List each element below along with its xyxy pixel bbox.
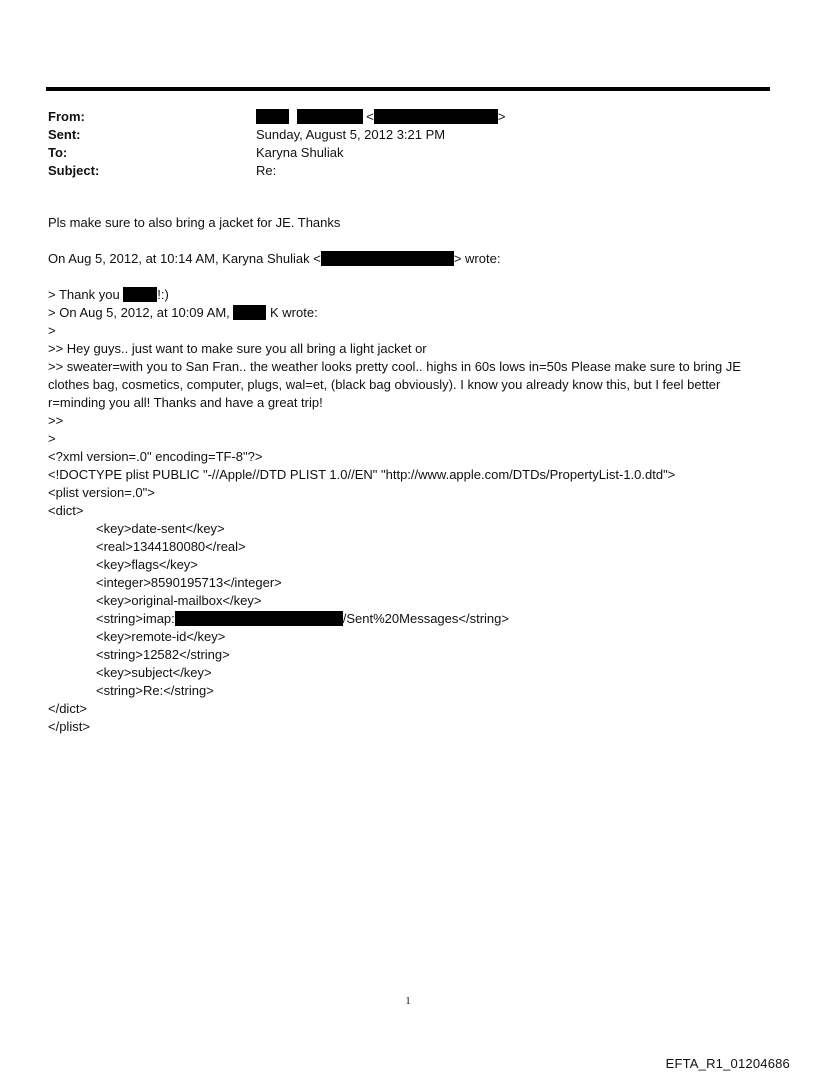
body-line: >> Hey guys.. just want to make sure you all bring a light jacket or (48, 341, 427, 356)
body-line-part: > On Aug 5, 2012, at 10:09 AM, (48, 305, 234, 320)
to-label: To: (48, 145, 68, 160)
body-line-part: K wrote: (266, 305, 318, 320)
redaction-block (321, 251, 454, 266)
body-line: Pls make sure to also bring a jacket for JE. Thanks (48, 215, 341, 230)
xml-line: <string>Re:</string> (96, 683, 214, 698)
sent-value: Sunday, August 5, 2012 3:21 PM (256, 127, 446, 142)
xml-line: <?xml version=.0" encoding=TF-8"?> (48, 449, 263, 464)
xml-line: <key>subject</key> (96, 665, 212, 680)
xml-line: <plist version=.0"> (48, 485, 155, 500)
body-line (48, 250, 768, 268)
body-line-part: > Thank you (48, 287, 124, 302)
bates-number: EFTA_R1_01204686 (665, 1056, 790, 1071)
body-line: > (48, 323, 56, 338)
xml-line: <key>original-mailbox</key> (96, 593, 262, 608)
body-line (48, 286, 768, 304)
redaction-block (297, 109, 363, 124)
from-lt: < (366, 109, 374, 124)
xml-line: <key>remote-id</key> (96, 629, 226, 644)
redaction-block (175, 611, 343, 626)
xml-line: <!DOCTYPE plist PUBLIC "-//Apple//DTD PLIST 1.0//EN" "http://www.apple.com/DTDs/PropertyList-1.0.dtd"> (48, 467, 676, 482)
xml-line: </plist> (48, 719, 90, 734)
from-label: From: (48, 109, 85, 124)
body-line: >> (48, 413, 64, 428)
xml-line: <string>12582</string> (96, 647, 230, 662)
from-value (256, 108, 505, 126)
sent-label: Sent: (48, 127, 81, 142)
email-body (48, 214, 768, 736)
xml-line: <key>date-sent</key> (96, 521, 225, 536)
body-line: > (48, 431, 56, 446)
body-line-part: > wrote: (453, 251, 501, 266)
to-value: Karyna Shuliak (256, 145, 344, 160)
xml-line-part: <string>imap: (96, 611, 175, 626)
xml-line: <dict> (48, 503, 84, 518)
body-line-part: On Aug 5, 2012, at 10:14 AM, Karyna Shuliak < (48, 251, 321, 266)
redaction-block (374, 109, 498, 124)
subject-value: Re: (256, 163, 277, 178)
body-line: >> sweater=with you to San Fran.. the weather looks pretty cool.. highs in 60s lows in=50s Please make sure to bring JE clothes bag, cosmetics, computer, plugs, wal=et, (black bag obviously). I know you already know this, but I feel better r=minding you all! Thanks and have a great trip! (48, 359, 741, 410)
page-number: 1 (405, 995, 411, 1007)
body-line (48, 304, 768, 322)
xml-line: <integer>8590195713</integer> (96, 575, 282, 590)
redaction-block (123, 287, 157, 302)
redaction-block (233, 305, 266, 320)
body-line-part: !:) (157, 287, 169, 302)
from-gt: > (497, 109, 506, 124)
redaction-block (256, 109, 289, 124)
xml-line: </dict> (48, 701, 88, 716)
xml-line: <key>flags</key> (96, 557, 198, 572)
xml-line: <real>1344180080</real> (96, 539, 246, 554)
header-rule (46, 87, 770, 91)
xml-line-part: /Sent%20Messages</string> (342, 611, 509, 626)
subject-label: Subject: (48, 163, 100, 178)
xml-line (48, 610, 768, 628)
